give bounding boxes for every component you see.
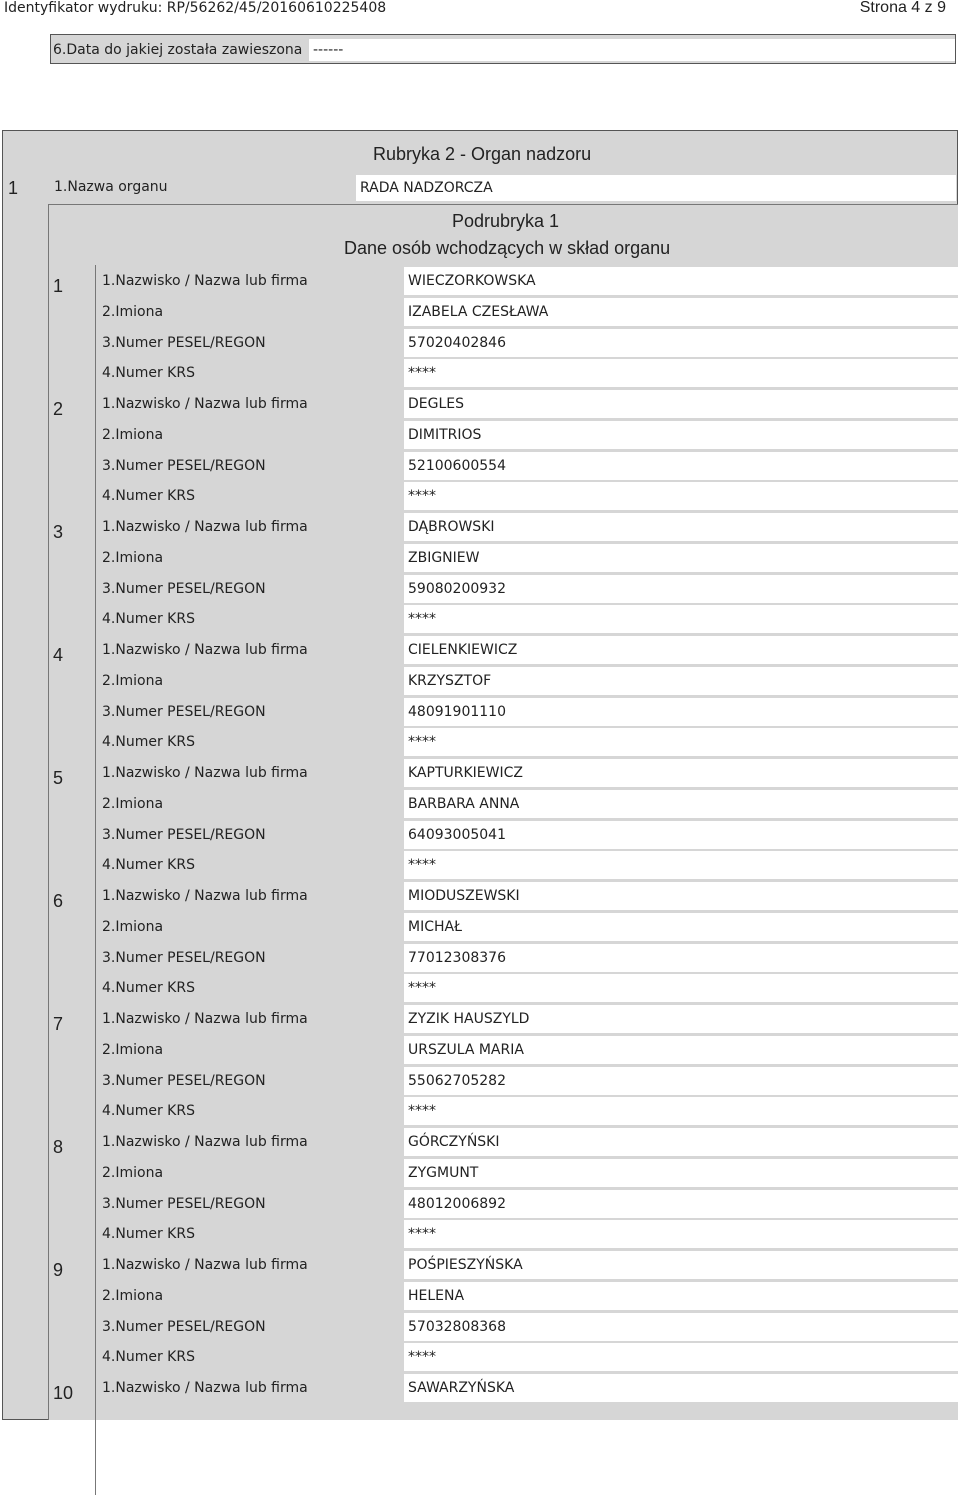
first-names-value: HELENA [404, 1282, 960, 1310]
pesel-label: 3.Numer PESEL/REGON [102, 1073, 266, 1089]
field-row-pesel [96, 450, 958, 480]
member-entry [48, 757, 958, 880]
field-row-krs [96, 603, 958, 633]
field-row-pesel [96, 819, 958, 849]
krs-label: 4.Numer KRS [102, 488, 195, 504]
field-row-pesel [96, 696, 958, 726]
pesel-value: 57032808368 [404, 1313, 960, 1341]
field-row-name [96, 265, 958, 295]
krs-label: 4.Numer KRS [102, 611, 195, 627]
field-row-krs [96, 357, 958, 387]
field-row-first-names [96, 1280, 958, 1310]
entry-number: 6 [53, 891, 64, 911]
field-row-name [96, 1372, 958, 1402]
field-row-pesel [96, 1311, 958, 1341]
pesel-value: 64093005041 [404, 821, 960, 849]
name-label: 1.Nazwisko / Nazwa lub firma [102, 1134, 308, 1150]
krs-value: **** [404, 728, 960, 756]
first-names-value: URSZULA MARIA [404, 1036, 960, 1064]
first-names-label: 2.Imiona [102, 427, 164, 443]
first-names-label: 2.Imiona [102, 1042, 164, 1058]
field-row-first-names [96, 665, 958, 695]
krs-label: 4.Numer KRS [102, 1349, 195, 1365]
name-label: 1.Nazwisko / Nazwa lub firma [102, 1380, 308, 1396]
entry-number: 1 [53, 276, 64, 296]
member-entry [48, 1126, 958, 1249]
pesel-value: 55062705282 [404, 1067, 960, 1095]
field-row-first-names [96, 911, 958, 941]
name-label: 1.Nazwisko / Nazwa lub firma [102, 1257, 308, 1273]
field-row-first-names [96, 1157, 958, 1187]
entry-number: 10 [53, 1383, 74, 1403]
section-number: 1 [8, 178, 19, 198]
name-label: 1.Nazwisko / Nazwa lub firma [102, 888, 308, 904]
krs-value: **** [404, 974, 960, 1002]
name-value: DĄBROWSKI [404, 513, 960, 541]
field-row-pesel [96, 1188, 958, 1218]
organ-name-value: RADA NADZORCZA [356, 175, 956, 201]
field-row-name [96, 634, 958, 664]
subrubryka-subtitle: Dane osób wchodzących w skład organu [344, 238, 671, 258]
name-value: POŚPIESZYŃSKA [404, 1251, 960, 1279]
first-names-value: ZYGMUNT [404, 1159, 960, 1187]
print-identifier: Identyfikator wydruku: RP/56262/45/20160610225408 [4, 0, 387, 16]
rubryka-title: Rubryka 2 - Organ nadzoru [373, 144, 592, 164]
entry-number: 4 [53, 645, 64, 665]
subrubryka-title: Podrubryka 1 [452, 211, 560, 231]
name-label: 1.Nazwisko / Nazwa lub firma [102, 519, 308, 535]
krs-value: **** [404, 1220, 960, 1248]
suspension-date-value: ------ [309, 39, 955, 61]
first-names-label: 2.Imiona [102, 919, 164, 935]
field-row-first-names [96, 296, 958, 326]
member-entry [48, 388, 958, 511]
first-names-label: 2.Imiona [102, 1288, 164, 1304]
name-value: GÓRCZYŃSKI [404, 1128, 960, 1156]
krs-value: **** [404, 482, 960, 510]
first-names-label: 2.Imiona [102, 796, 164, 812]
member-entry [48, 1003, 958, 1126]
krs-label: 4.Numer KRS [102, 365, 195, 381]
first-names-value: ZBIGNIEW [404, 544, 960, 572]
name-value: ZYZIK HAUSZYLD [404, 1005, 960, 1033]
name-value: MIODUSZEWSKI [404, 882, 960, 910]
name-label: 1.Nazwisko / Nazwa lub firma [102, 765, 308, 781]
pesel-value: 77012308376 [404, 944, 960, 972]
member-entry [48, 634, 958, 757]
pesel-label: 3.Numer PESEL/REGON [102, 704, 266, 720]
field-row-pesel [96, 573, 958, 603]
first-names-label: 2.Imiona [102, 550, 164, 566]
name-value: DEGLES [404, 390, 960, 418]
name-label: 1.Nazwisko / Nazwa lub firma [102, 1011, 308, 1027]
pesel-value: 52100600554 [404, 452, 960, 480]
member-entry [48, 1372, 958, 1495]
field-row-name [96, 1003, 958, 1033]
pesel-label: 3.Numer PESEL/REGON [102, 1196, 266, 1212]
first-names-value: BARBARA ANNA [404, 790, 960, 818]
entry-number: 3 [53, 522, 64, 542]
field-row-krs [96, 726, 958, 756]
field-row-first-names [96, 788, 958, 818]
organ-name-label: 1.Nazwa organu [54, 179, 168, 195]
entry-number: 5 [53, 768, 64, 788]
first-names-label: 2.Imiona [102, 304, 164, 320]
suspension-date-row [50, 34, 956, 64]
entry-number: 9 [53, 1260, 64, 1280]
pesel-value: 48091901110 [404, 698, 960, 726]
field-row-pesel [96, 942, 958, 972]
field-row-krs [96, 480, 958, 510]
field-row-krs [96, 972, 958, 1002]
first-names-label: 2.Imiona [102, 673, 164, 689]
field-row-name [96, 1249, 958, 1279]
krs-value: **** [404, 1343, 960, 1371]
krs-label: 4.Numer KRS [102, 980, 195, 996]
name-value: KAPTURKIEWICZ [404, 759, 960, 787]
name-label: 1.Nazwisko / Nazwa lub firma [102, 273, 308, 289]
pesel-label: 3.Numer PESEL/REGON [102, 827, 266, 843]
field-row-first-names [96, 419, 958, 449]
krs-label: 4.Numer KRS [102, 857, 195, 873]
first-names-value: KRZYSZTOF [404, 667, 960, 695]
pesel-value: 59080200932 [404, 575, 960, 603]
field-row-pesel [96, 1065, 958, 1095]
field-row-name [96, 388, 958, 418]
krs-value: **** [404, 851, 960, 879]
entry-number: 7 [53, 1014, 64, 1034]
member-entry [48, 1249, 958, 1372]
field-row-krs [96, 849, 958, 879]
entry-number: 2 [53, 399, 64, 419]
suspension-date-label: 6.Data do jakiej została zawieszona [53, 42, 303, 58]
krs-value: **** [404, 359, 960, 387]
pesel-label: 3.Numer PESEL/REGON [102, 458, 266, 474]
field-row-krs [96, 1341, 958, 1371]
field-row-name [96, 511, 958, 541]
krs-value: **** [404, 605, 960, 633]
field-row-krs [96, 1218, 958, 1248]
member-entry [48, 265, 958, 388]
page-number: Strona 4 z 9 [859, 0, 946, 16]
member-list [48, 265, 958, 1495]
krs-value: **** [404, 1097, 960, 1125]
krs-label: 4.Numer KRS [102, 734, 195, 750]
first-names-value: DIMITRIOS [404, 421, 960, 449]
name-label: 1.Nazwisko / Nazwa lub firma [102, 396, 308, 412]
name-value: WIECZORKOWSKA [404, 267, 960, 295]
field-row-name [96, 757, 958, 787]
field-row-first-names [96, 1034, 958, 1064]
field-row-krs [96, 1095, 958, 1125]
pesel-label: 3.Numer PESEL/REGON [102, 581, 266, 597]
pesel-label: 3.Numer PESEL/REGON [102, 950, 266, 966]
pesel-label: 3.Numer PESEL/REGON [102, 335, 266, 351]
name-value: SAWARZYŃSKA [404, 1374, 960, 1402]
first-names-label: 2.Imiona [102, 1165, 164, 1181]
krs-label: 4.Numer KRS [102, 1103, 195, 1119]
member-entry [48, 880, 958, 1003]
field-row-first-names [96, 542, 958, 572]
pesel-label: 3.Numer PESEL/REGON [102, 1319, 266, 1335]
member-entry [48, 511, 958, 634]
pesel-value: 48012006892 [404, 1190, 960, 1218]
krs-label: 4.Numer KRS [102, 1226, 195, 1242]
field-row-name [96, 1126, 958, 1156]
name-value: CIELENKIEWICZ [404, 636, 960, 664]
entry-number: 8 [53, 1137, 64, 1157]
first-names-value: IZABELA CZESŁAWA [404, 298, 960, 326]
pesel-value: 57020402846 [404, 329, 960, 357]
name-label: 1.Nazwisko / Nazwa lub firma [102, 642, 308, 658]
first-names-value: MICHAŁ [404, 913, 960, 941]
field-row-name [96, 880, 958, 910]
field-row-pesel [96, 327, 958, 357]
